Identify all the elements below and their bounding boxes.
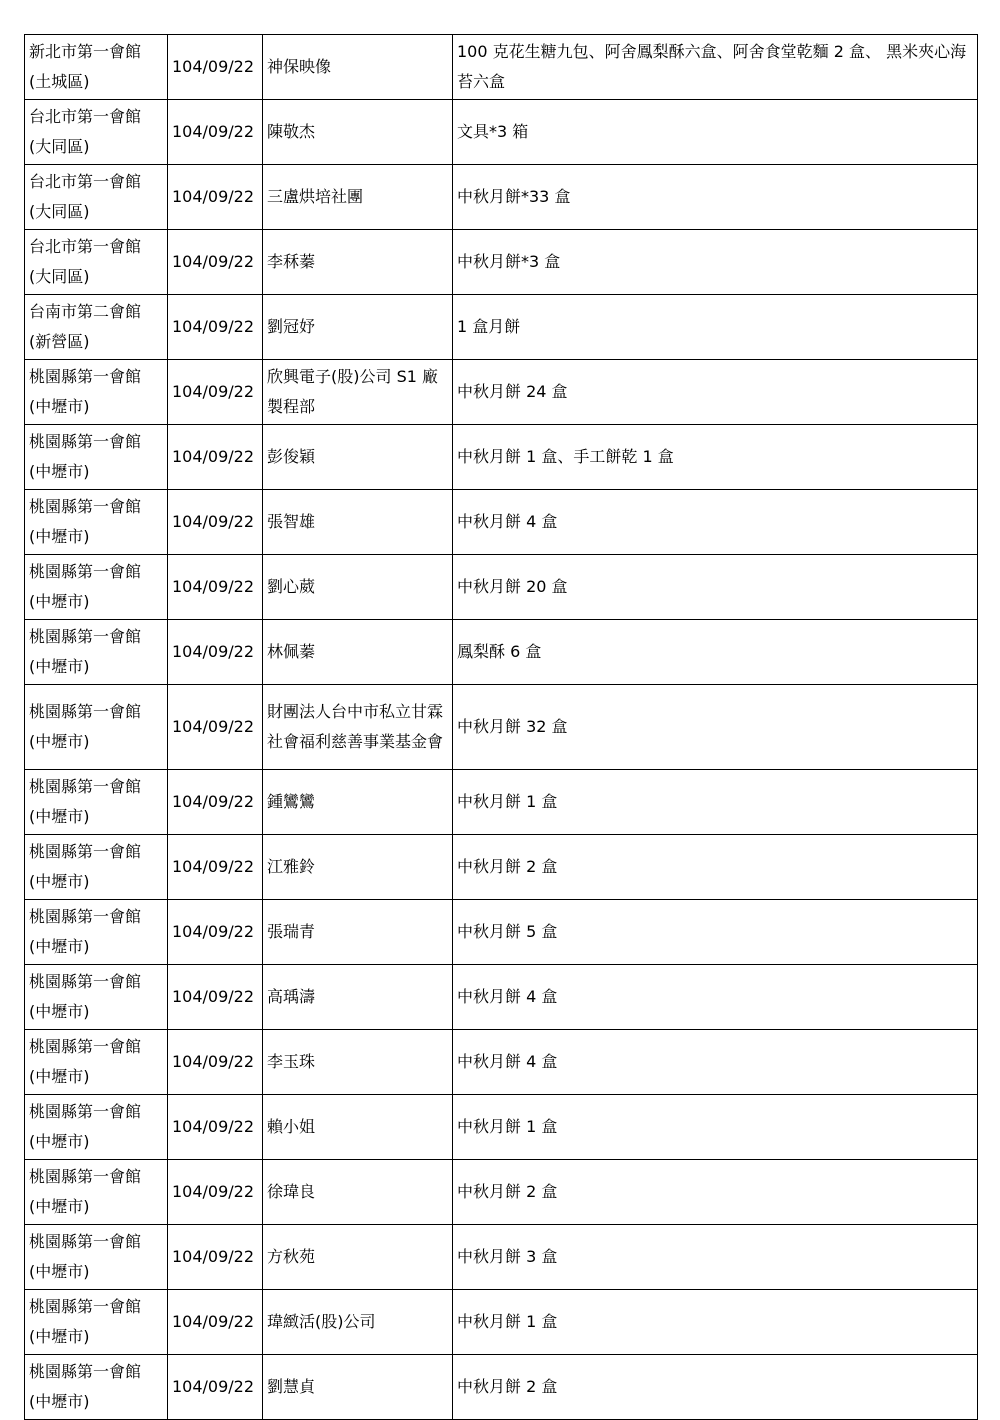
location-name: 桃園縣第一會館: [29, 907, 142, 926]
location-cell: [25, 685, 168, 770]
date-cell: 104/09/22: [168, 230, 263, 295]
location-district: (中壢市): [29, 397, 90, 416]
location-district: (中壢市): [29, 1132, 90, 1151]
table-row: [25, 1355, 978, 1420]
item-cell: 中秋月餅*33 盒: [453, 165, 978, 230]
location-name: 桃園縣第一會館: [29, 367, 142, 386]
location-cell: [25, 295, 168, 360]
date-cell: 104/09/22: [168, 100, 263, 165]
donor-cell: 徐瑋良: [263, 1160, 453, 1225]
location-district: (大同區): [29, 267, 90, 286]
location-name: 桃園縣第一會館: [29, 1297, 142, 1316]
table-row: [25, 1225, 978, 1290]
table-row: [25, 425, 978, 490]
table-row: [25, 685, 978, 770]
location-cell: [25, 555, 168, 620]
location-district: (中壢市): [29, 462, 90, 481]
location-district: (中壢市): [29, 1002, 90, 1021]
location-district: (中壢市): [29, 1067, 90, 1086]
date-cell: 104/09/22: [168, 1290, 263, 1355]
location-name: 台北市第一會館: [29, 172, 142, 191]
item-cell: 中秋月餅 2 盒: [453, 1355, 978, 1420]
date-cell: 104/09/22: [168, 165, 263, 230]
item-cell: 中秋月餅 3 盒: [453, 1225, 978, 1290]
donor-cell: 林佩蓁: [263, 620, 453, 685]
location-name: 桃園縣第一會館: [29, 702, 142, 721]
item-cell: 中秋月餅 32 盒: [453, 685, 978, 770]
location-cell: [25, 100, 168, 165]
item-cell: 中秋月餅 4 盒: [453, 490, 978, 555]
location-district: (中壢市): [29, 1327, 90, 1346]
item-cell: 中秋月餅 1 盒: [453, 1290, 978, 1355]
location-district: (中壢市): [29, 807, 90, 826]
item-cell: 中秋月餅 1 盒、手工餅乾 1 盒: [453, 425, 978, 490]
table-row: [25, 770, 978, 835]
donor-cell: 劉心葳: [263, 555, 453, 620]
donor-cell: 鍾鸞鸞: [263, 770, 453, 835]
location-name: 桃園縣第一會館: [29, 1362, 142, 1381]
date-cell: 104/09/22: [168, 685, 263, 770]
item-cell: 中秋月餅 24 盒: [453, 360, 978, 425]
item-cell: 中秋月餅*3 盒: [453, 230, 978, 295]
location-district: (中壢市): [29, 592, 90, 611]
item-cell: 中秋月餅 1 盒: [453, 770, 978, 835]
date-cell: 104/09/22: [168, 1030, 263, 1095]
location-district: (中壢市): [29, 937, 90, 956]
location-district: (中壢市): [29, 527, 90, 546]
location-name: 桃園縣第一會館: [29, 1037, 142, 1056]
table-row: [25, 360, 978, 425]
date-cell: 104/09/22: [168, 620, 263, 685]
table-row: [25, 1160, 978, 1225]
donor-cell: 陳敬杰: [263, 100, 453, 165]
location-cell: [25, 620, 168, 685]
location-cell: [25, 965, 168, 1030]
location-name: 桃園縣第一會館: [29, 1102, 142, 1121]
table-row: [25, 100, 978, 165]
table-row: [25, 230, 978, 295]
location-cell: [25, 35, 168, 100]
date-cell: 104/09/22: [168, 900, 263, 965]
item-cell: 中秋月餅 2 盒: [453, 1160, 978, 1225]
item-cell: 中秋月餅 2 盒: [453, 835, 978, 900]
donor-cell: 方秋苑: [263, 1225, 453, 1290]
item-cell: 中秋月餅 20 盒: [453, 555, 978, 620]
location-name: 桃園縣第一會館: [29, 627, 142, 646]
item-cell: 中秋月餅 4 盒: [453, 1030, 978, 1095]
donor-cell: 欣興電子(股)公司 S1 廠製程部: [263, 360, 453, 425]
date-cell: 104/09/22: [168, 770, 263, 835]
location-cell: [25, 1355, 168, 1420]
donor-cell: 劉慧貞: [263, 1355, 453, 1420]
location-cell: [25, 490, 168, 555]
donor-cell: 瑋緻活(股)公司: [263, 1290, 453, 1355]
table-row: [25, 555, 978, 620]
location-name: 桃園縣第一會館: [29, 1167, 142, 1186]
table-row: [25, 900, 978, 965]
donation-table: [24, 34, 978, 1420]
date-cell: 104/09/22: [168, 360, 263, 425]
location-cell: [25, 835, 168, 900]
date-cell: 104/09/22: [168, 1160, 263, 1225]
location-cell: [25, 900, 168, 965]
item-cell: 1 盒月餅: [453, 295, 978, 360]
table-row: [25, 620, 978, 685]
table-row: [25, 295, 978, 360]
location-name: 桃園縣第一會館: [29, 562, 142, 581]
location-district: (中壢市): [29, 1262, 90, 1281]
location-district: (中壢市): [29, 1197, 90, 1216]
donor-cell: 財團法人台中市私立甘霖社會福利慈善事業基金會: [263, 685, 453, 770]
date-cell: 104/09/22: [168, 1355, 263, 1420]
location-name: 台北市第一會館: [29, 237, 142, 256]
location-cell: [25, 1095, 168, 1160]
donor-cell: 江雅鈴: [263, 835, 453, 900]
date-cell: 104/09/22: [168, 835, 263, 900]
donor-cell: 張瑞青: [263, 900, 453, 965]
date-cell: 104/09/22: [168, 425, 263, 490]
item-cell: 中秋月餅 1 盒: [453, 1095, 978, 1160]
date-cell: 104/09/22: [168, 1095, 263, 1160]
table-row: [25, 1095, 978, 1160]
location-cell: [25, 1225, 168, 1290]
donation-table-body: [25, 35, 978, 1420]
table-row: [25, 165, 978, 230]
location-name: 桃園縣第一會館: [29, 777, 142, 796]
item-cell: 100 克花生糖九包、阿舍鳳梨酥六盒、阿舍食堂乾麵 2 盒、 黑米夾心海苔六盒: [453, 35, 978, 100]
table-row: [25, 1030, 978, 1095]
item-cell: 中秋月餅 4 盒: [453, 965, 978, 1030]
donor-cell: 神保映像: [263, 35, 453, 100]
date-cell: 104/09/22: [168, 965, 263, 1030]
location-cell: [25, 1030, 168, 1095]
location-district: (新營區): [29, 332, 90, 351]
location-district: (中壢市): [29, 657, 90, 676]
location-cell: [25, 230, 168, 295]
date-cell: 104/09/22: [168, 490, 263, 555]
location-cell: [25, 1290, 168, 1355]
location-name: 桃園縣第一會館: [29, 432, 142, 451]
donor-cell: 劉冠妤: [263, 295, 453, 360]
item-cell: 中秋月餅 5 盒: [453, 900, 978, 965]
donor-cell: 三盧烘培社團: [263, 165, 453, 230]
location-district: (中壢市): [29, 1392, 90, 1411]
location-district: (中壢市): [29, 872, 90, 891]
table-row: [25, 490, 978, 555]
location-name: 桃園縣第一會館: [29, 1232, 142, 1251]
item-cell: 文具*3 箱: [453, 100, 978, 165]
date-cell: 104/09/22: [168, 555, 263, 620]
location-district: (大同區): [29, 202, 90, 221]
date-cell: 104/09/22: [168, 1225, 263, 1290]
location-cell: [25, 360, 168, 425]
donor-cell: 李玉珠: [263, 1030, 453, 1095]
item-cell: 鳳梨酥 6 盒: [453, 620, 978, 685]
location-cell: [25, 770, 168, 835]
donor-cell: 彭俊穎: [263, 425, 453, 490]
location-name: 桃園縣第一會館: [29, 842, 142, 861]
location-name: 桃園縣第一會館: [29, 497, 142, 516]
location-name: 台北市第一會館: [29, 107, 142, 126]
table-row: [25, 835, 978, 900]
table-row: [25, 35, 978, 100]
date-cell: 104/09/22: [168, 295, 263, 360]
donor-cell: 高瑀濤: [263, 965, 453, 1030]
table-row: [25, 1290, 978, 1355]
location-district: (中壢市): [29, 732, 90, 751]
location-cell: [25, 165, 168, 230]
location-name: 台南市第二會館: [29, 302, 142, 321]
donor-cell: 李秝蓁: [263, 230, 453, 295]
date-cell: 104/09/22: [168, 35, 263, 100]
location-district: (大同區): [29, 137, 90, 156]
location-name: 新北市第一會館: [29, 42, 142, 61]
donor-cell: 張智雄: [263, 490, 453, 555]
location-cell: [25, 1160, 168, 1225]
donor-cell: 賴小姐: [263, 1095, 453, 1160]
location-name: 桃園縣第一會館: [29, 972, 142, 991]
location-cell: [25, 425, 168, 490]
location-district: (土城區): [29, 72, 90, 91]
table-row: [25, 965, 978, 1030]
